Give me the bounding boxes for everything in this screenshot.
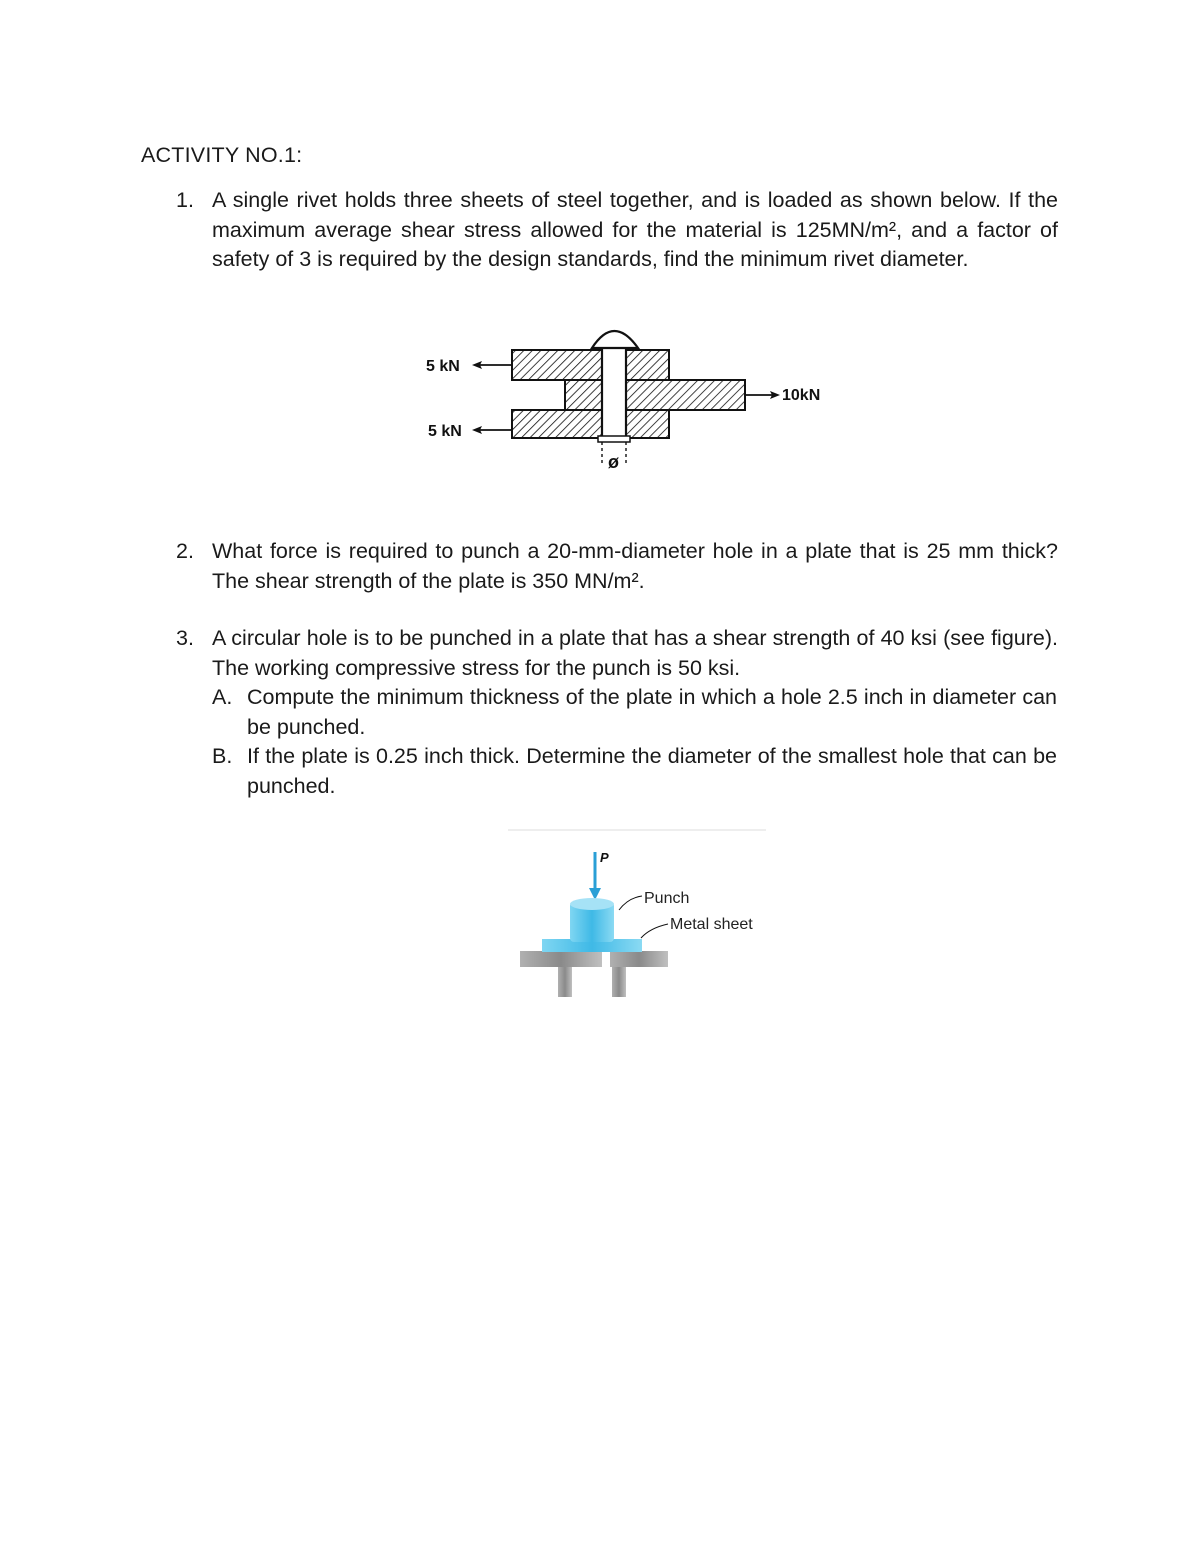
question-text: A circular hole is to be punched in a plate that has a shear strength of 40 ksi (see figure). The working compressive stress for the punch is 50 ksi. [212,626,1058,680]
load-label-bottom: 5 kN [428,423,462,440]
question-number: 1. [176,188,194,212]
rivet-shank [602,346,626,440]
diameter-symbol: ø [608,452,619,472]
question-number: 2. [176,539,194,563]
part-text: If the plate is 0.25 inch thick. Determine the diameter of the smallest hole that can be punched. [247,744,1057,798]
die-left [520,951,602,967]
punch-diagram [508,828,766,1000]
question-number: 3. [176,626,194,650]
part-letter: A. [212,685,233,709]
part-letter: B. [212,744,233,768]
question-text: What force is required to punch a 20-mm-diameter hole in a plate that is 25 mm thick? The shear strength of the plate is 350 MN/m². [212,539,1058,593]
load-label-top: 5 kN [426,358,460,375]
part-text: Compute the minimum thickness of the plate in which a hole 2.5 inch in diameter can be punched. [247,685,1057,739]
rivet-diagram [420,318,840,476]
activity-heading: ACTIVITY NO.1: [141,143,303,167]
middle-plate [565,380,745,410]
punch-label: Punch [644,890,690,907]
force-label: P [600,850,609,865]
bottom-plate [512,410,669,438]
rivet-tail [598,436,630,442]
metal-sheet-label: Metal sheet [670,916,753,933]
top-plate [512,350,669,380]
load-label-right: 10kN [782,387,821,404]
question-text: A single rivet holds three sheets of steel together, and is loaded as shown below. If the maximum average shear stress allowed for the material is 125MN/m², and a factor of safety of 3 is required by the design standards, find the minimum rivet diameter. [212,188,1058,271]
die-right [610,951,668,967]
rivet-head [592,331,638,348]
